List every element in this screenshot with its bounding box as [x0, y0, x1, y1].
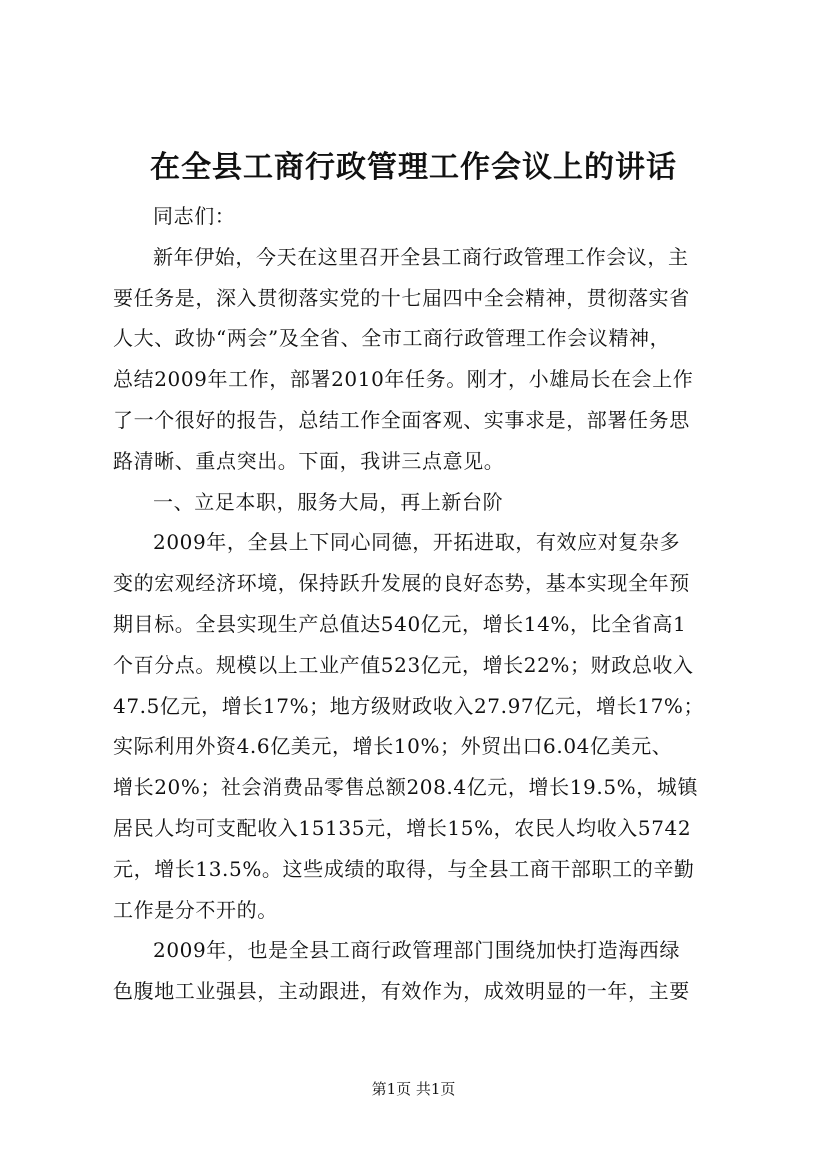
paragraph-line: 实际利用外资4.6亿美元，增长10%；外贸出口6.04亿美元、: [113, 734, 673, 759]
paragraph-line: 增长20%；社会消费品零售总额208.4亿元，增长19.5%，城镇: [113, 775, 699, 800]
paragraph-line: 变的宏观经济环境，保持跃升发展的良好态势，基本实现全年预: [113, 571, 690, 596]
paragraph-line: 元，增长13.5%。这些成绩的取得，与全县工商干部职工的辛勤: [113, 856, 695, 881]
page-number-footer: 第1页 共1页: [371, 1080, 456, 1098]
document-body: [113, 196, 723, 1012]
paragraph-line: 期目标。全县实现生产总值达540亿元，增长14%，比全省高1: [113, 611, 687, 636]
section-heading: 一、立足本职，服务大局，再上新台阶: [153, 489, 504, 514]
paragraph-line: 47.5亿元，增长17%；地方级财政收入27.97亿元，增长17%；: [113, 693, 705, 718]
paragraph-line: 居民人均可支配收入15135元，增长15%，农民人均收入5742: [113, 815, 692, 840]
paragraph-line: 同志们：: [153, 204, 236, 228]
paragraph-line: 个百分点。规模以上工业产值523亿元，增长22%；财政总收入: [113, 652, 694, 677]
paragraph-line: 2009年，全县上下同心同德，开拓进取，有效应对复杂多: [153, 530, 681, 555]
paragraph-line: 要任务是，深入贯彻落实党的十七届四中全会精神，贯彻落实省: [113, 285, 690, 310]
paragraph-line: 路清晰、重点突出。下面，我讲三点意见。: [113, 448, 505, 473]
document-title: 在全县工商行政管理工作会议上的讲话: [150, 150, 677, 185]
paragraph-line: 人大、政协“两会”及全省、全市工商行政管理工作会议精神，: [113, 326, 671, 351]
paragraph-line: 工作是分不开的。: [113, 897, 278, 922]
paragraph-line: 新年伊始，今天在这里召开全县工商行政管理工作会议，主: [153, 244, 689, 269]
paragraph-line: 2009年，也是全县工商行政管理部门围绕加快打造海西绿: [153, 938, 681, 963]
paragraph-line: 色腹地工业强县，主动跟进，有效作为，成效明显的一年，主要: [113, 979, 690, 1004]
paragraph-line: 总结2009年工作，部署2010年任务。刚才，小雄局长在会上作: [113, 367, 694, 392]
paragraph-line: 了一个很好的报告，总结工作全面客观、实事求是，部署任务思: [113, 407, 690, 432]
